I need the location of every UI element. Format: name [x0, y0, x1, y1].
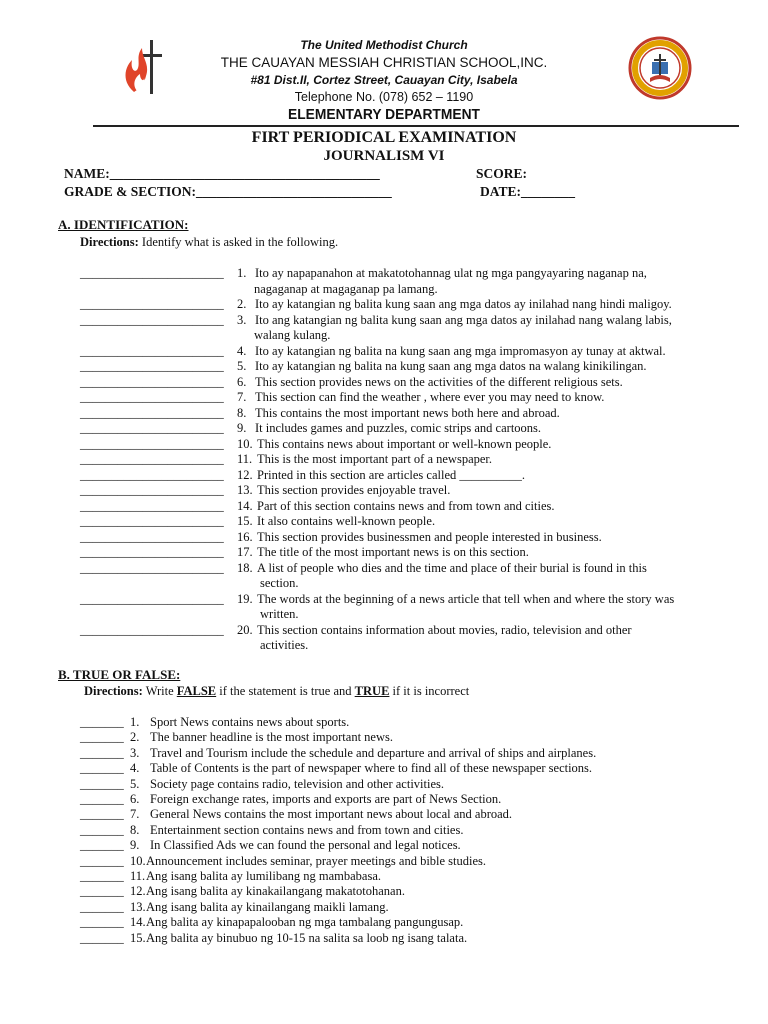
item-number: 8. — [130, 822, 140, 837]
item-number: 9. — [130, 838, 140, 853]
answer-blank[interactable]: _______________________ — [80, 436, 224, 451]
item-number: 20. — [237, 622, 253, 637]
header-rule — [93, 125, 739, 127]
answer-blank[interactable]: _______ — [80, 884, 124, 899]
answer-blank[interactable]: _______ — [80, 792, 124, 806]
answer-blank[interactable]: _______________________ — [80, 591, 224, 606]
answer-blank[interactable]: _______ — [80, 807, 124, 822]
item-text: Ito ang katangian ng balita kung saan ang mga datos ay inilahad nang walang labis, — [255, 312, 672, 327]
item-text: Ito ay katangian ng balita na kung saan ang mga impromasyon ay tunay at aktwal. — [255, 343, 666, 358]
item-number: 6. — [237, 374, 247, 389]
item-number: 7. — [237, 390, 247, 404]
item-text: Part of this section contains news and from town and cities. — [257, 498, 555, 513]
date-field[interactable]: DATE:________ — [480, 184, 576, 199]
item-number: 14. — [130, 915, 146, 930]
item-number: 5. — [237, 359, 247, 373]
answer-blank[interactable]: _______________________ — [80, 390, 224, 404]
answer-blank[interactable]: _______ — [80, 915, 124, 930]
item-text: Travel and Tourism include the schedule and departure and arrival of ships and airplanes. — [150, 745, 597, 760]
item-text: Society page contains radio, television and other activities. — [150, 776, 445, 791]
item-number: 2. — [130, 730, 140, 745]
item-text: walang kulang. — [254, 328, 331, 342]
item-number: 3. — [130, 745, 140, 760]
answer-blank[interactable]: _______ — [80, 930, 124, 945]
item-number: 13. — [237, 483, 253, 497]
answer-blank[interactable]: _______ — [80, 822, 124, 837]
item-text: This is the most important part of a newspaper. — [257, 452, 493, 466]
item-number: 13. — [130, 899, 146, 914]
item-text: The words at the beginning of a news article that tell when and where the story was — [257, 591, 675, 606]
score-field[interactable]: SCORE: — [476, 166, 528, 181]
school-address: #81 Dist.II, Cortez Street, Cauayan City, Isabela — [250, 73, 518, 87]
item-text: written. — [260, 607, 299, 621]
item-number: 16. — [237, 529, 253, 544]
item-text: This section provides enjoyable travel. — [257, 483, 451, 497]
item-number: 15. — [237, 514, 253, 528]
answer-blank[interactable]: _______________________ — [80, 374, 224, 389]
item-number: 17. — [237, 545, 253, 559]
answer-blank[interactable]: _______________________ — [80, 560, 224, 575]
item-text: In Classified Ads we can found the personal and legal notices. — [150, 838, 461, 853]
section-a-directions: Directions: Identify what is asked in the following. — [80, 235, 339, 249]
item-number: 11. — [130, 869, 146, 883]
item-text: Ito ay napapanahon at makatotohannag ulat ng mga pangyayaring naganap na, — [255, 266, 647, 280]
item-text: Ito ay katangian ng balita kung saan ang mga datos ay inilahad nang hindi maligoy. — [255, 297, 672, 311]
church-name: The United Methodist Church — [300, 38, 468, 52]
answer-blank[interactable]: _______________________ — [80, 467, 224, 482]
answer-blank[interactable]: _______________________ — [80, 529, 224, 544]
answer-blank[interactable]: _______________________ — [80, 266, 224, 280]
answer-blank[interactable]: _______________________ — [80, 483, 224, 497]
answer-blank[interactable]: _______ — [80, 730, 124, 745]
item-text: This contains news about important or well-known people. — [257, 436, 552, 451]
item-number: 4. — [130, 761, 140, 776]
item-text: General News contains the most important news about local and abroad. — [150, 807, 513, 822]
item-text: Ang isang balita ay kinailangang maikli lamang. — [146, 899, 389, 914]
item-text: Ito ay katangian ng balita na kung saan ang mga datos na walang kinikilingan. — [255, 359, 647, 373]
item-number: 5. — [130, 776, 140, 791]
answer-blank[interactable]: _______________________ — [80, 405, 224, 420]
answer-blank[interactable]: _______________________ — [80, 343, 224, 358]
section-b-directions: Directions: Write FALSE if the statement is true and TRUE if it is incorrect — [84, 684, 470, 698]
answer-blank[interactable]: _______ — [80, 838, 124, 853]
item-text: Ang isang balita ay kinakailangang makatotohanan. — [146, 884, 405, 899]
item-number: 12. — [130, 884, 146, 899]
answer-blank[interactable]: _______________________ — [80, 498, 224, 513]
answer-blank[interactable]: _______________________ — [80, 421, 224, 435]
section-a-title: A. IDENTIFICATION: — [58, 217, 189, 232]
item-number: 3. — [237, 312, 247, 327]
item-text: A list of people who dies and the time and place of their burial is found in this — [257, 560, 647, 575]
answer-blank[interactable]: _______________________ — [80, 514, 224, 528]
item-number: 1. — [237, 266, 247, 280]
answer-blank[interactable]: _______ — [80, 745, 124, 760]
telephone: Telephone No. (078) 652 – 1190 — [294, 90, 474, 104]
answer-blank[interactable]: _______________________ — [80, 359, 224, 373]
item-number: 2. — [237, 297, 247, 311]
item-text: This section provides businessmen and people interested in business. — [257, 529, 602, 544]
answer-blank[interactable]: _______ — [80, 776, 124, 791]
item-text: It also contains well-known people. — [257, 514, 436, 528]
item-number: 11. — [237, 452, 253, 466]
item-number: 4. — [237, 343, 247, 358]
item-number: 18. — [237, 560, 253, 575]
item-text: This section provides news on the activities of the different religious sets. — [255, 374, 623, 389]
item-text: The title of the most important news is on this section. — [257, 545, 529, 559]
answer-blank[interactable]: _______ — [80, 715, 124, 729]
item-text: This contains the most important news both here and abroad. — [255, 405, 560, 420]
item-text: This section can find the weather , where ever you may need to know. — [255, 390, 605, 404]
item-text: The banner headline is the most important news. — [150, 730, 393, 745]
item-text: Foreign exchange rates, imports and exports are part of News Section. — [150, 792, 502, 806]
item-text: This section contains information about movies, radio, television and other — [257, 622, 632, 637]
item-number: 14. — [237, 498, 253, 513]
answer-blank[interactable]: _______ — [80, 761, 124, 776]
item-number: 9. — [237, 421, 247, 435]
item-number: 10. — [237, 436, 253, 451]
item-number: 7. — [130, 807, 140, 822]
school-name: THE CAUAYAN MESSIAH CHRISTIAN SCHOOL,INC. — [220, 55, 548, 70]
section-b-title: B. TRUE OR FALSE: — [58, 667, 181, 682]
item-text: Ang balita ay kinapapalooban ng mga tambalang pangungusap. — [146, 915, 464, 930]
item-text: nagaganap at magaganap pa lamang. — [254, 281, 438, 296]
item-number: 6. — [130, 792, 140, 806]
item-text: Ang isang balita ay lumilibang ng mambabasa. — [146, 869, 382, 883]
item-number: 19. — [237, 591, 253, 606]
item-number: 10. — [130, 853, 146, 868]
item-number: 15. — [130, 930, 146, 945]
item-text: It includes games and puzzles, comic strips and cartoons. — [255, 421, 542, 435]
grade-section-field[interactable]: GRADE & SECTION:_____________________________ — [64, 184, 392, 199]
item-text: activities. — [260, 638, 309, 652]
answer-blank[interactable]: _______ — [80, 899, 124, 914]
department: ELEMENTARY DEPARTMENT — [288, 106, 480, 123]
item-text: Announcement includes seminar, prayer meetings and bible studies. — [146, 853, 487, 868]
item-text: section. — [260, 576, 299, 590]
item-text: Entertainment section contains news and from town and cities. — [150, 822, 464, 837]
item-number: 8. — [237, 405, 247, 420]
answer-blank[interactable]: _______________________ — [80, 312, 224, 327]
name-field[interactable]: NAME:________________________________________ — [64, 166, 380, 181]
item-number: 12. — [237, 467, 253, 482]
item-text: Table of Contents is the part of newspaper where to find all of these newspaper sections. — [150, 761, 593, 776]
answer-blank[interactable]: _______ — [80, 869, 124, 883]
item-text: Printed in this section are articles called __________. — [257, 467, 525, 482]
answer-blank[interactable]: _______________________ — [80, 297, 224, 311]
item-text: Ang balita ay binubuo ng 10-15 na salita sa loob ng isang talata. — [146, 930, 468, 945]
answer-blank[interactable]: _______________________ — [80, 452, 224, 466]
answer-blank[interactable]: _______________________ — [80, 622, 224, 637]
subject-title: JOURNALISM VI — [323, 148, 445, 164]
answer-blank[interactable]: _______________________ — [80, 545, 224, 559]
exam-title: FIRT PERIODICAL EXAMINATION — [251, 129, 517, 146]
answer-blank[interactable]: _______ — [80, 853, 124, 868]
item-number: 1. — [130, 715, 140, 729]
item-text: Sport News contains news about sports. — [150, 715, 350, 729]
